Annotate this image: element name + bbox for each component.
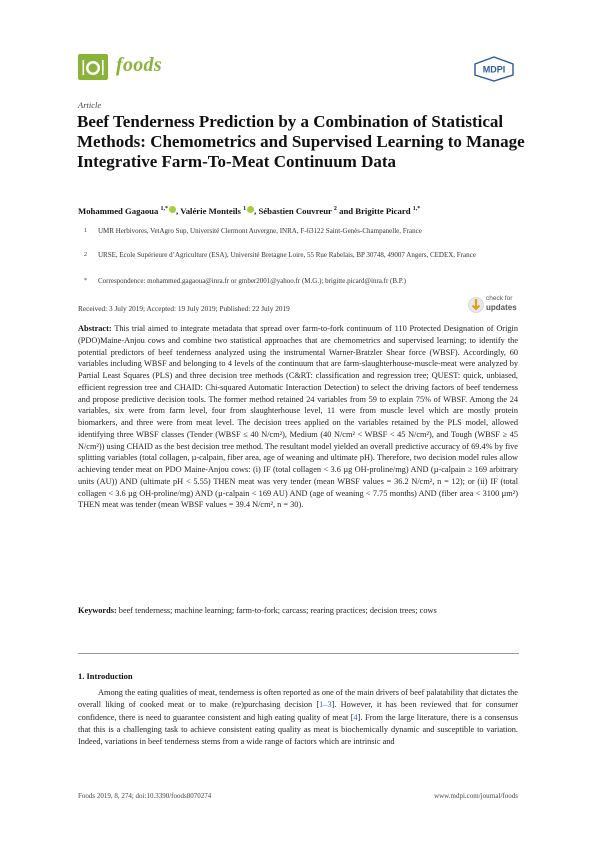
affiliation-text: UMR Herbivores, VetAgro Sup, Université Clermont Auvergne, INRA, F-63122 Saint-Genès-Champanelle, France bbox=[98, 227, 422, 235]
correspondence-text: Correspondence: mohammed.gagaoua@inra.fr or gmber2001@yahoo.fr (M.G.); brigitte.picard@inra.fr (B.P.) bbox=[98, 277, 406, 285]
author-affiliation-mark: 1,* bbox=[160, 206, 169, 213]
keywords bbox=[78, 605, 518, 617]
author-affiliation-mark: 1,* bbox=[412, 206, 421, 213]
affiliation-number: * bbox=[84, 278, 87, 284]
mdpi-logo-icon bbox=[472, 56, 516, 82]
citation-link[interactable]: 1–3 bbox=[319, 700, 332, 710]
body-paragraph bbox=[78, 687, 518, 748]
paper-title: Beef Tenderness Prediction by a Combination of Statistical Methods: Chemometrics and Supervised Learning to Manage Integrative Farm-To-Meat Continuum Data bbox=[77, 112, 525, 171]
affiliation-number: 2 bbox=[84, 252, 87, 258]
abstract bbox=[78, 323, 518, 511]
footer-citation: Foods 2019, 8, 274; doi:10.3390/foods8070274 bbox=[78, 792, 212, 800]
publication-dates: Received: 3 July 2019; Accepted: 19 July 2019; Published: 22 July 2019 bbox=[78, 304, 290, 313]
paragraph-text: ]. However, it has been reviewed that for consumer confidence, there is need to guarantee consistent and high eating quality of meat [ bbox=[78, 700, 518, 722]
orcid-icon[interactable] bbox=[169, 206, 176, 213]
updates-line1: check for bbox=[486, 295, 513, 302]
section-divider bbox=[78, 653, 519, 654]
check-for-updates-badge[interactable] bbox=[468, 294, 520, 316]
keywords-text: beef tenderness; machine learning; farm-to-fork; carcass; rearing practices; decision trees; cows bbox=[118, 606, 437, 615]
mdpi-wordmark: MDPI bbox=[482, 64, 506, 75]
journal-logo-icon bbox=[78, 54, 108, 80]
journal-name: foods bbox=[116, 54, 162, 76]
affiliation-text: URSE, Ecole Supérieure d’Agriculture (ESA), Université Bretagne Loire, 55 Rue Rabelais, BP 30748, 49007 Angers, CEDEX, France bbox=[98, 251, 476, 259]
author-name: Sébastien Couvreur bbox=[258, 206, 332, 216]
citation-link[interactable]: 4 bbox=[353, 712, 358, 722]
author-affiliation-mark: 2 bbox=[333, 206, 337, 213]
affiliation-number: 1 bbox=[84, 228, 87, 234]
author-affiliation-mark: 1 bbox=[243, 206, 247, 213]
author-name: Mohammed Gagaoua bbox=[78, 206, 159, 216]
paragraph-text: ]. From the large literature, there is a consensus that this is a challenging task to achieve consistent eating quality as meat is biochemically dynamic and susceptible to variation. Indeed, variations in beef tenderness stems from a wide range of factors which are intrinsic and bbox=[78, 712, 518, 747]
keywords-label: Keywords: bbox=[78, 606, 117, 615]
abstract-label: Abstract: bbox=[78, 324, 112, 333]
footer-url[interactable]: www.mdpi.com/journal/foods bbox=[434, 792, 518, 800]
author-name: Brigitte Picard bbox=[355, 206, 411, 216]
paragraph-text: Among the eating qualities of meat, tenderness is often reported as one of the main drivers of beef palatability that dictates the overall liking of cooked meat or to make (re)purchasing decision [ bbox=[78, 688, 518, 710]
orcid-icon[interactable] bbox=[247, 206, 254, 213]
check-updates-icon bbox=[468, 296, 484, 314]
author-name: Valérie Monteils bbox=[180, 206, 241, 216]
article-type: Article bbox=[78, 100, 102, 110]
author-list: Mohammed Gagaoua $^{1,*}$ , Valérie Monteils $^1$ , Sébastien Couvreur $^2$ and Brigitte Picard $^{1,*}$ bbox=[78, 206, 421, 216]
section-heading: 1. Introduction bbox=[78, 671, 133, 681]
abstract-text: This trial aimed to integrate metadata that spread over farm-to-fork continuum of 110 Protected Designation of Origin (PDO)Maine-Anjou cows and combine two statistical approaches that are chemometrics and supervised learning; to identify the potential predictors of beef tenderness analyzed using the instrumental Warner-Bratzler Shear force (WBSF). Accordingly, 60 variables including WBSF and belonging to 4 levels of the continuum that are farm-slaughterhouse-muscle-meat were analyzed by Partial Least Squares (PLS) and three decision tree methods (C&RT: classification and regression tree; QUEST: quick, unbiased, efficient regression tree and CHAID: Chi-squared Automatic Interaction Detection) to select the driving factors of beef tenderness and propose predictive decision tools. The former method retained 24 variables from 59 to explain 75% of WBSF. Among the 24 variables, six were from farm level, four from slaughterhouse level, 11 were from muscle level which are mostly protein biomarkers, and three were from meat level. The decision trees applied on the variables retained by the PLS model, allowed identifying three WBSF classes (Tender (WBSF ≤ 40 N/cm²), Medium (40 N/cm² < WBSF < 45 N/cm²), and Tough (WBSF ≥ 45 N/cm²)) using CHAID as the best decision tree method. The resultant model yielded an overall predictive accuracy of 69.4% by five splitting variables (total collagen, µ-calpain, fiber area, age of weaning and ultimate pH). Therefore, two decision model rules allow achieving tender meat on PDO Maine-Anjou cows: (i) IF (total collagen < 3.6 µg OH-proline/mg) AND (µ-calpain ≥ 169 arbitrary units (AU)) AND (ultimate pH < 5.55) THEN meat was very tender (mean WBSF values = 36.2 N/cm², n = 12); or (ii) IF (total collagen < 3.6 µg OH-proline/mg) AND (µ-calpain < 169 AU) AND (age of weaning < 7.75 months) AND (fiber area < 3100 µm²) THEN meat was tender (mean WBSF values = 39.4 N/cm², n = 30). bbox=[78, 324, 518, 510]
updates-line2: updates bbox=[486, 303, 517, 312]
